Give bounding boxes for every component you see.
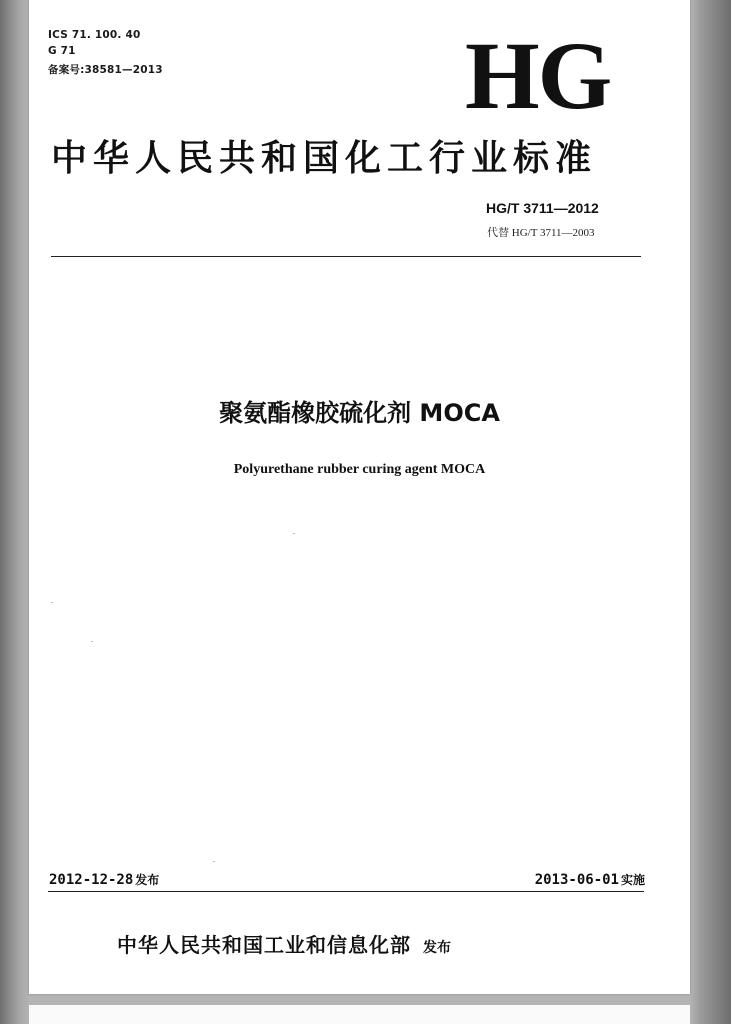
issue-label: 发布	[135, 873, 160, 887]
document-page	[29, 0, 690, 994]
standard-category-title: 中华人民共和国化工行业标准	[51, 138, 598, 179]
issuer-line	[117, 929, 451, 958]
standard-number: HG/T 3711—2012	[486, 200, 599, 216]
implement-date-line	[535, 871, 645, 888]
scan-speck	[51, 602, 53, 603]
scan-speck	[293, 533, 295, 534]
issue-date-line	[49, 871, 159, 888]
ics-code: ICS 71. 100. 40	[48, 29, 141, 41]
footer-divider	[48, 891, 644, 892]
document-title-cn: 聚氨酯橡胶硫化剂 MOCA	[219, 399, 500, 427]
scan-speck	[213, 861, 215, 862]
next-page-edge	[29, 1005, 690, 1024]
replaces-standard: 代替 HG/T 3711—2003	[487, 227, 595, 239]
header-divider	[51, 256, 641, 257]
implement-label: 实施	[620, 873, 645, 887]
filing-number: 备案号:38581—2013	[48, 64, 163, 76]
issuer-action: 发布	[423, 940, 451, 956]
issue-date: 2012-12-28	[49, 872, 134, 888]
scan-speck	[91, 641, 93, 642]
implement-date: 2013-06-01	[534, 872, 619, 888]
document-title-en: Polyurethane rubber curing agent MOCA	[233, 462, 486, 477]
hg-logo: HG	[465, 22, 611, 129]
class-code: G 71	[48, 45, 76, 57]
issuer-name: 中华人民共和国工业和信息化部	[117, 933, 411, 957]
